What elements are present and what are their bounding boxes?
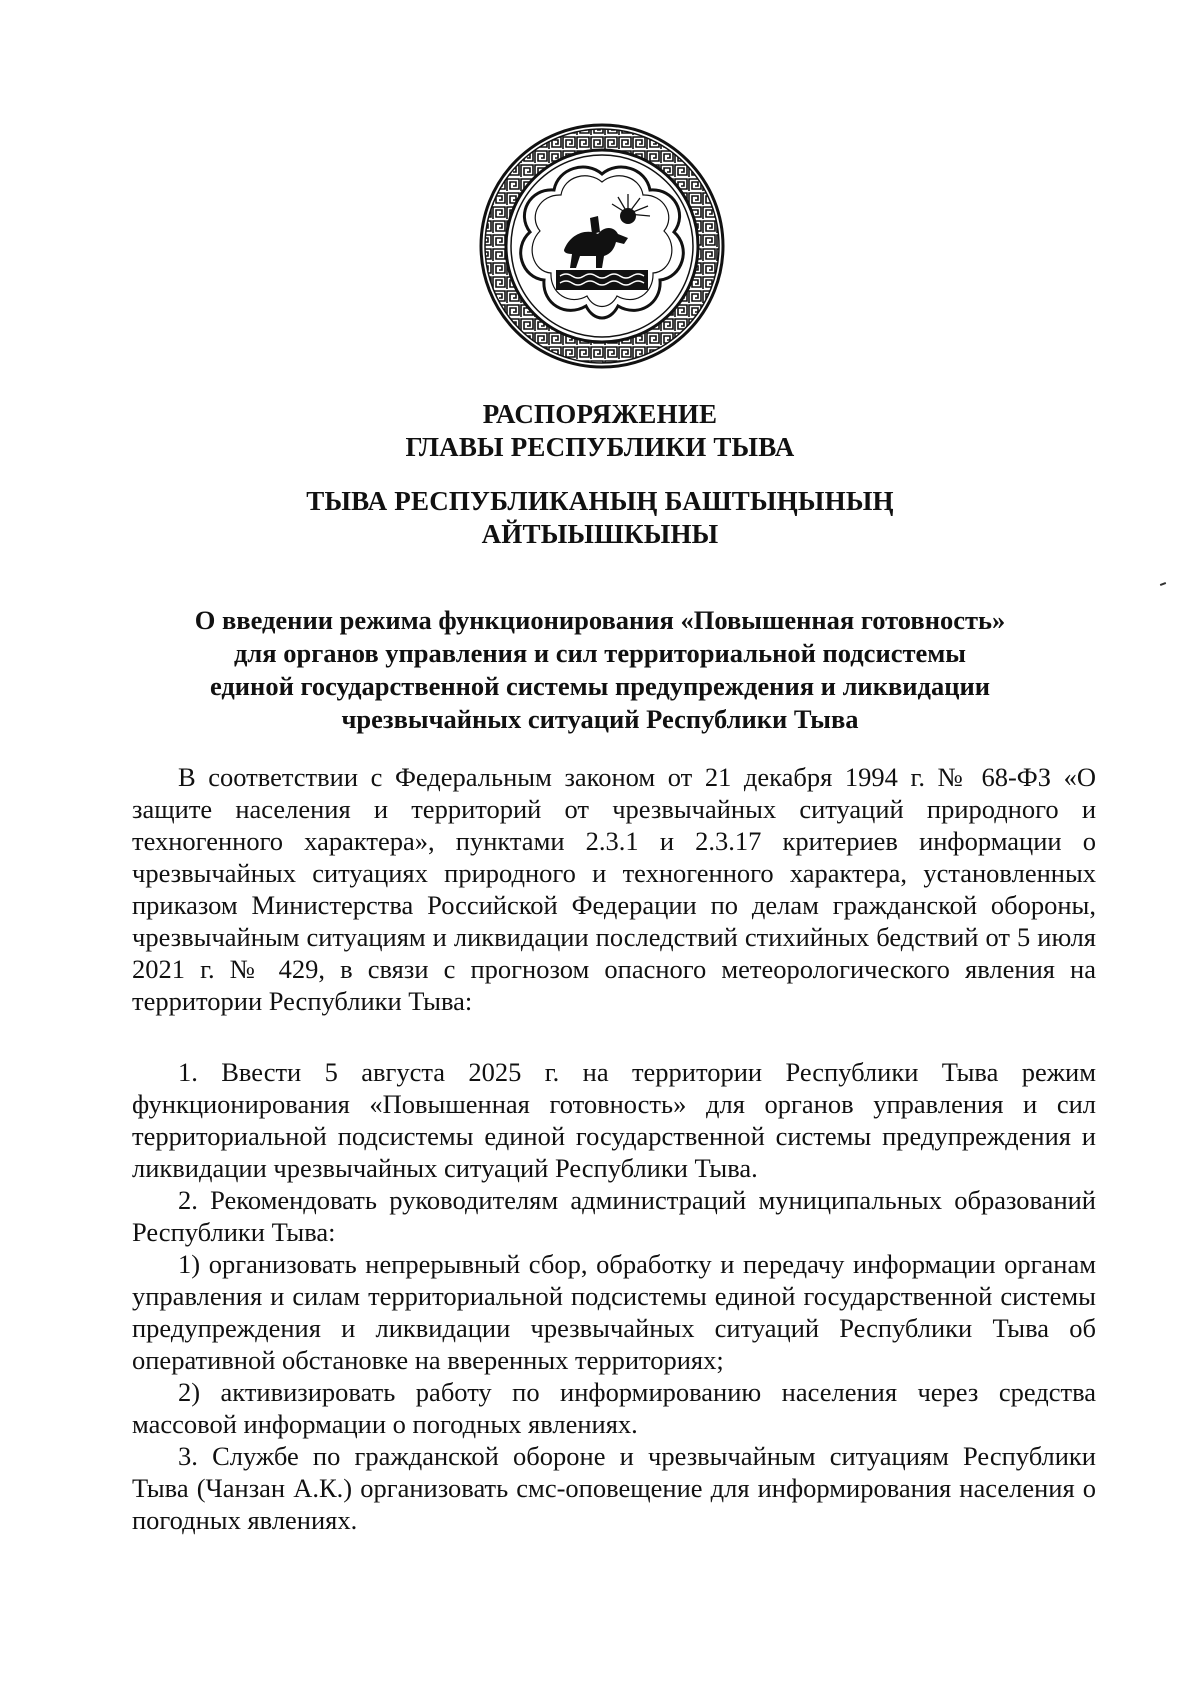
title-tyv-line1: ТЫВА РЕСПУБЛИКАНЫҢ БАШТЫҢЫНЫҢ [306, 486, 894, 516]
items-section [132, 1056, 1096, 1536]
stray-mark [1160, 582, 1166, 586]
title-tyv-line2: АЙТЫЫШКЫНЫ [481, 519, 719, 549]
subject-line4: чрезвычайных ситуаций Республики Тыва [341, 704, 859, 734]
preamble-section [132, 761, 1096, 1017]
subject-line2: для органов управления и сил территориальной подсистемы [233, 638, 966, 668]
document-title-tyv [0, 485, 1200, 551]
title-ru-line2: ГЛАВЫ РЕСПУБЛИКИ ТЫВА [405, 432, 795, 462]
document-subject [120, 604, 1080, 736]
preamble-paragraph: В соответствии с Федеральным законом от 21 декабря 1994 г. № 68-ФЗ «О защите населения и территорий от чрезвычайных ситуаций природного и техногенного характера», пунктами 2.3.1 и 2.3.17 критериев информации о чрезвычайных ситуациях природного и техногенного характера, установленных приказом Министерства Российской Федерации по делам гражданской обороны, чрезвычайным ситуациям и ликвидации последствий стихийных бедствий от 5 июля 2021 г. № 429, в связи с прогнозом опасного метеорологического явления на территории Республики Тыва: [132, 762, 1096, 1016]
subject-line1: О введении режима функционирования «Повышенная готовность» [194, 605, 1006, 635]
title-ru-line1: РАСПОРЯЖЕНИЕ [482, 399, 718, 429]
tuva-coat-of-arms-icon [478, 122, 726, 370]
item-paragraph: 2) активизировать работу по информированию населения через средства массовой информации о погодных явлениях. [132, 1377, 1096, 1439]
item-paragraph: 1) организовать непрерывный сбор, обработку и передачу информации органам управления и силам территориальной подсистемы единой государственной системы предупреждения и ликвидации чрезвычайных ситуаций Республики Тыва об оперативной обстановке на вверенных территориях; [132, 1249, 1096, 1375]
item-paragraph: 2. Рекомендовать руководителям администраций муниципальных образований Республики Тыва: [132, 1185, 1096, 1247]
item-paragraph: 3. Службе по гражданской обороне и чрезвычайным ситуациям Республики Тыва (Чанзан А.К.) организовать смс-оповещение для информирования населения о погодных явлениях. [132, 1441, 1096, 1535]
item-paragraph: 1. Ввести 5 августа 2025 г. на территории Республики Тыва режим функционирования «Повышенная готовность» для органов управления и сил территориальной подсистемы единой государственной системы предупреждения и ликвидации чрезвычайных ситуаций Республики Тыва. [132, 1057, 1096, 1183]
document-title-ru [0, 398, 1200, 464]
subject-line3: единой государственной системы предупреждения и ликвидации [209, 671, 991, 701]
